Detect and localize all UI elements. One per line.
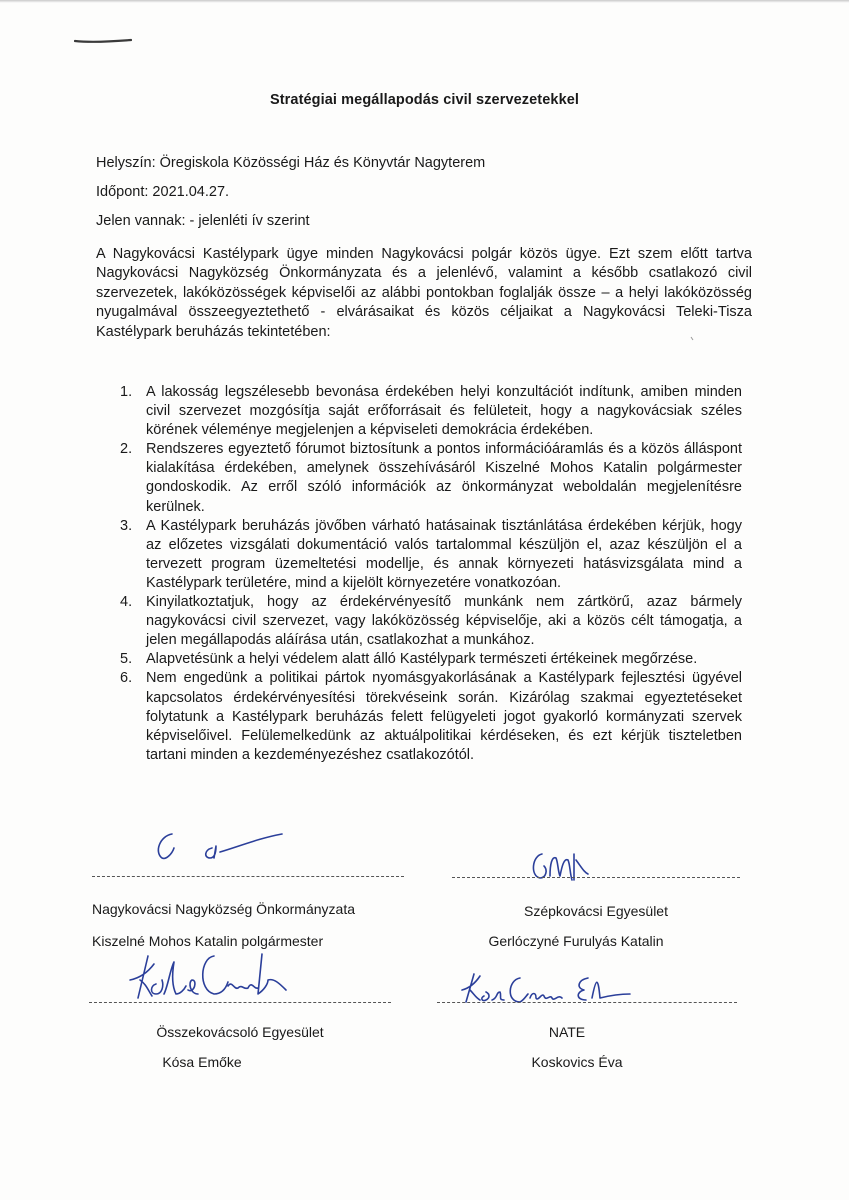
- signature-line: [452, 877, 740, 878]
- list-item: [120, 383, 742, 440]
- list-item-number: 6.: [120, 670, 133, 687]
- signature-line: [89, 1002, 391, 1003]
- meta-attendees: Jelen vannak: - jelenléti ív szerint: [96, 213, 310, 229]
- list-item-text: Kinyilatkoztatjuk, hogy az érdekérvényesítő munkánk nem zártkörű, azaz bármely nagykovácsi civil szervezet, vagy lakóközösség képviselője, aki a közös célt támogatja, a jelen megállapodás aláírása után, csatlakozhat a munkához.: [146, 594, 742, 649]
- signature-line: [437, 1002, 737, 1003]
- list-item-number: 1.: [120, 384, 133, 400]
- stray-mark: [690, 336, 696, 342]
- list-item-number: 3.: [120, 517, 133, 534]
- list-item-text: Alapvetésünk a helyi védelem alatt álló Kastélypark természeti értékeinek megőrzése.: [146, 651, 698, 668]
- document-title: Stratégiai megállapodás civil szervezetekkel: [269, 92, 580, 108]
- signatory-person: Koskovics Éva: [531, 1054, 623, 1070]
- list-item: [120, 440, 742, 516]
- intro-paragraph: A Nagykovácsi Kastélypark ügye minden Nagykovácsi polgár közös ügye. Ezt szem előtt tartva Nagykovácsi Nagyközség Önkormányzata és a jelenlévő, valamint a később csatlakozó civil szervezetek, lakóközösségek képviselői az alábbi pontokban foglalják össze – a helyi lakóközösség nyugalmával összeegyeztethető - elvárásaikat és közös céljaikat a Nagykovácsi Teleki-Tisza Kastélypark beruházás tekintetében:: [96, 246, 752, 340]
- scan-edge: [0, 0, 849, 3]
- pen-mark: [74, 38, 132, 44]
- list-item-number: 2.: [120, 441, 133, 458]
- list-item-text: Nem engedünk a politikai pártok nyomásgyakorlásának a Kastélypark fejlesztési ügyével kapcsolatos érdekérvényesítési törekvéseink során. Kizárólag szakmai egyeztetéseket folytatunk a Kastélypark beruházás felett felügyeleti jogot gyakorló kormányzati szervek képviselőivel. Felülemelkedünk az aktuálpolitikai kérdéseken, és ezt kérjük tiszteletben tartani minden a kezdeményezéshez csatlakozótól.: [146, 670, 742, 763]
- list-item: [120, 517, 742, 593]
- signatory-person: Gerlóczyné Furulyás Katalin: [488, 933, 664, 949]
- meta-date: Időpont: 2021.04.27.: [96, 184, 230, 200]
- signatory-org: Szépkovácsi Egyesület: [524, 903, 668, 919]
- list-item-number: 4.: [120, 594, 133, 611]
- list-item-text: A lakosság legszélesebb bevonása érdekében helyi konzultációt indítunk, amiben minden civil szervezet mozgósítja saját erőforrásait és felületeit, hogy a nagykovácsiak széles körének véleménye megjelenjen a képviseleti demokrácia érdekében.: [146, 384, 742, 439]
- list-item: [120, 650, 742, 669]
- signatory-org: Összekovácsoló Egyesület: [156, 1024, 324, 1040]
- list-item: [120, 669, 742, 764]
- list-item-text: A Kastélypark beruházás jövőben várható hatásainak tisztánlátása érdekében kérjük, hogy az előzetes vizsgálati dokumentáció valós tartalommal készüljön el, azaz készüljön el a tervezett program üzemeltetési modellje, és annak környezeti hatásvizsgálata mind a Kastélypark területére, mind a kijelölt környezetére vonatkozóan.: [146, 517, 742, 591]
- list-item-text: Rendszeres egyeztető fórumot biztosítunk a pontos információáramlás és a közös álláspont kialakítása érdekében, amelynek összehívásáról Kiszelné Mohos Katalin polgármester gondoskodik. Az erről szóló információk az önkormányzat weboldalán megjelenítésre kerülnek.: [146, 441, 742, 515]
- signatory-person: Kiszelné Mohos Katalin polgármester: [92, 933, 324, 949]
- signature-top-right: [528, 850, 608, 886]
- signature-line: [92, 876, 404, 877]
- signatory-org: NATE: [548, 1024, 586, 1040]
- signatory-person: Kósa Emőke: [162, 1054, 242, 1070]
- list-item-number: 5.: [120, 651, 133, 668]
- points-list: [120, 383, 742, 765]
- signature-top-left: [150, 828, 290, 864]
- signature-bottom-left: [118, 950, 298, 1006]
- meta-location: Helyszín: Öregiskola Közösségi Ház és Könyvtár Nagyterem: [96, 155, 486, 171]
- list-item: [120, 593, 742, 650]
- signatory-org: Nagykovácsi Nagyközség Önkormányzata: [92, 901, 356, 917]
